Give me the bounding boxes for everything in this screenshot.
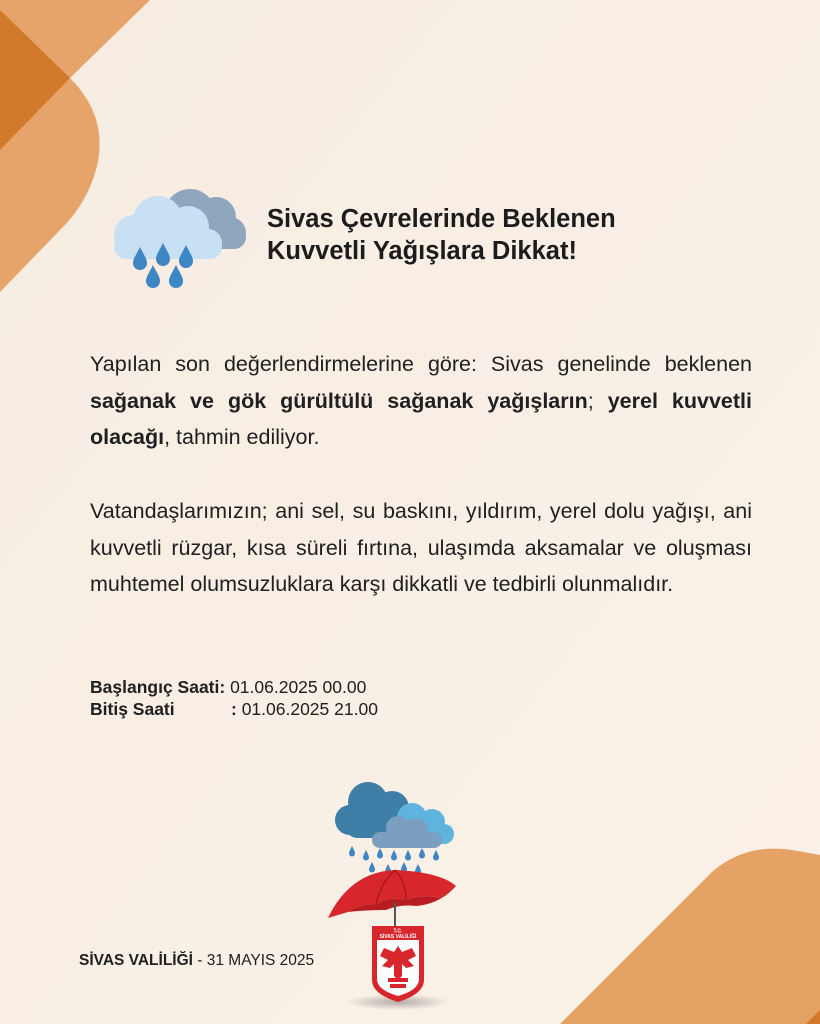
forecast-bold-2: yerel kuvvetli olacağı (90, 388, 752, 449)
forecast-text-3: , tahmin ediliyor. (164, 425, 320, 449)
page-title (267, 203, 767, 267)
footer-org: SİVAS VALİLİĞİ (79, 952, 193, 969)
schedule (90, 677, 378, 720)
start-time-row (90, 677, 378, 699)
footer-date: - 31 MAYIS 2025 (192, 952, 315, 969)
title-line-2: Kuvvetli Yağışlara Dikkat! (267, 237, 577, 265)
rain-cloud-icon (108, 185, 250, 290)
end-time-row (90, 699, 378, 721)
sivas-valiligi-emblem (372, 926, 424, 1002)
end-time-colon: : (231, 698, 237, 719)
paragraph-forecast (90, 346, 752, 456)
emblem-top-text: T.C. (393, 928, 403, 935)
start-time-label: Başlangıç Saati: (90, 677, 226, 697)
umbrella-icon (328, 870, 456, 928)
end-time-value: 01.06.2025 21.00 (236, 698, 378, 719)
paragraph-warning: Vatandaşlarımızın; ani sel, su baskını, yıldırım, yerel dolu yağışı, ani kuvvetli rüzgar, kısa süreli fırtına, ulaşımda aksamalar ve oluşması muhtemel olumsuzluklara karşı dikkatli ve tedbirli olunmalıdır. (90, 499, 752, 596)
forecast-bold-1: sağanak ve gök gürültülü sağanak yağışların (90, 388, 588, 413)
umbrella-emblem-illustration (320, 780, 470, 1015)
forecast-text-1: Yapılan son değerlendirmelerine göre: Sivas genelinde beklenen (90, 352, 752, 376)
start-time-value: 01.06.2025 00.00 (225, 677, 367, 697)
emblem-name-text: SİVAS VALİLİĞİ (379, 934, 417, 940)
forecast-text-2: ; (587, 388, 608, 413)
title-line-1: Sivas Çevrelerinde Beklenen (267, 205, 616, 233)
footer (79, 952, 314, 970)
end-time-label: Bitiş Saati (90, 698, 175, 719)
